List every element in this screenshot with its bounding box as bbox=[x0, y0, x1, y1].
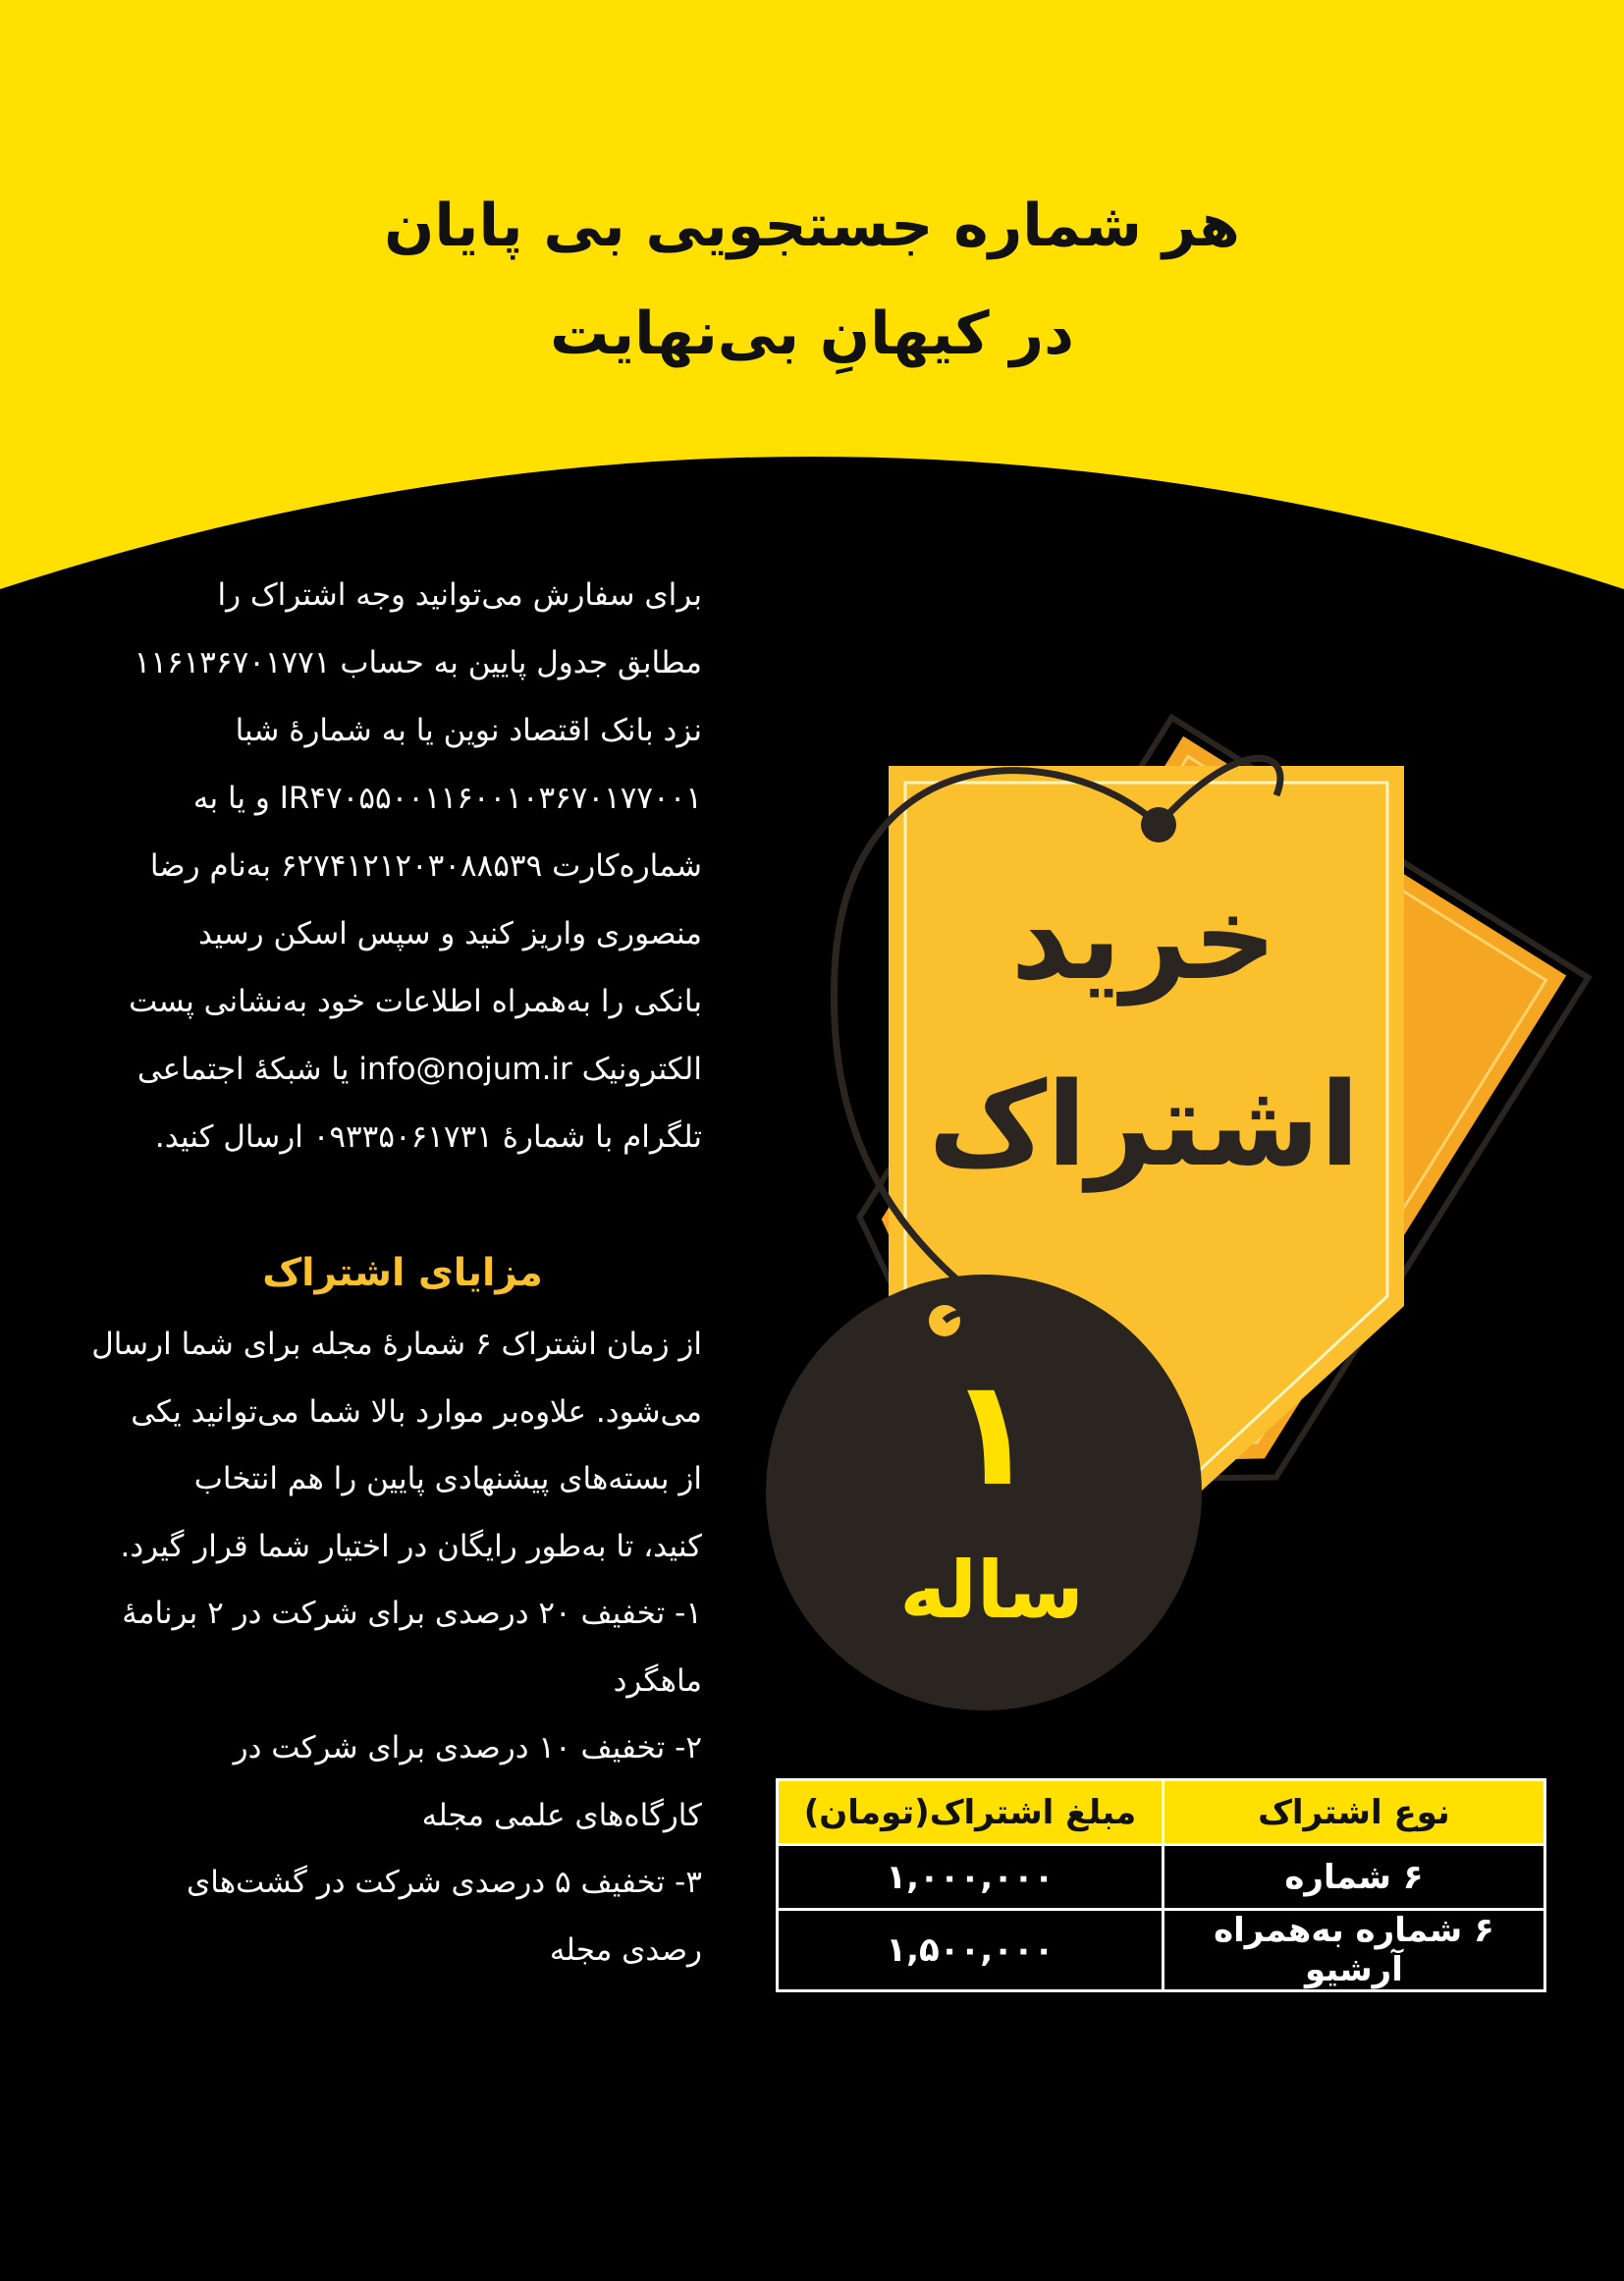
benefit-line: رصدی مجله bbox=[549, 1931, 702, 1968]
instruction-line: IR۴۷۰۵۵۰۰۱۱۶۰۰۱۰۳۶۷۰۱۷۷۰۰۱ و یا به bbox=[192, 781, 702, 816]
headline bbox=[0, 172, 1624, 388]
benefit-line: کارگاه‌های علمی مجله bbox=[421, 1797, 702, 1833]
benefit-line: ۲- تخفیف ۱۰ درصدی برای شرکت در bbox=[233, 1730, 702, 1765]
row-type: ۶ شماره به‌همراه آرشیو bbox=[1163, 1910, 1544, 1991]
table-header-row bbox=[778, 1780, 1545, 1845]
benefit-line: ۱- تخفیف ۲۰ درصدی برای شرکت در ۲ برنامۀ bbox=[122, 1596, 702, 1631]
instruction-line: بانکی را به‌همراه اطلاعات خود به‌نشانی پست bbox=[129, 984, 702, 1019]
row-type: ۶ شماره bbox=[1163, 1845, 1544, 1910]
instruction-line: برای سفارش می‌توانید وجه اشتراک را bbox=[217, 577, 702, 613]
benefits-list bbox=[91, 1311, 702, 1983]
instruction-line: تلگرام با شمارۀ ۰۹۳۳۵۰۶۱۷۳۱ ارسال کنید. bbox=[154, 1119, 702, 1155]
headline-line-2: در کیهانِ بی‌نهایت bbox=[550, 299, 1074, 368]
header-price: مبلغ اشتراک(تومان) bbox=[778, 1780, 1164, 1845]
benefit-line: از بسته‌های پیشنهادی پایین را هم انتخاب bbox=[193, 1461, 702, 1496]
benefit-line: می‌شود. علاوه‌بر موارد بالا شما می‌توانید یکی bbox=[131, 1393, 702, 1430]
instruction-line: مطابق جدول پایین به حساب ۱۱۶۱۳۶۷۰۱۷۷۱ bbox=[134, 645, 702, 680]
benefit-line: ۳- تخفیف ۵ درصدی شرکت در گشت‌های bbox=[187, 1865, 702, 1900]
row-price: ۱,۰۰۰,۰۰۰ bbox=[778, 1845, 1164, 1910]
headline-line-1: هر شماره جستجویی بی پایان bbox=[384, 191, 1240, 260]
tag-word-subscription: اشتراک bbox=[928, 1057, 1360, 1192]
table-row bbox=[778, 1845, 1545, 1910]
header-type: نوع اشتراک bbox=[1163, 1780, 1544, 1845]
table-row bbox=[778, 1910, 1545, 1991]
instruction-line: الکترونیک info@nojum.ir یا شبکۀ اجتماعی bbox=[136, 1052, 702, 1087]
year-word: ساله bbox=[899, 1545, 1084, 1636]
instruction-line: منصوری واریز کنید و سپس اسکن رسید bbox=[198, 916, 702, 951]
benefit-line: کنید، تا به‌طور رایگان در اختیار شما قرار گیرد. bbox=[120, 1528, 702, 1564]
benefits-title: مزایای اشتراک bbox=[262, 1251, 543, 1295]
benefit-line: از زمان اشتراک ۶ شمارۀ مجله برای شما ارسال bbox=[91, 1327, 702, 1362]
order-instructions bbox=[103, 562, 702, 1171]
tag-word-buy: خرید bbox=[1010, 870, 1277, 1005]
tag-title bbox=[889, 844, 1399, 1218]
instruction-line: شماره‌کارت ۶۲۷۴۱۲۱۲۰۳۰۸۸۵۳۹ به‌نام رضا bbox=[149, 848, 702, 884]
year-number: ۱ bbox=[947, 1348, 1037, 1519]
row-price: ۱,۵۰۰,۰۰۰ bbox=[778, 1910, 1164, 1991]
benefit-line: ماهگرد bbox=[613, 1662, 702, 1699]
price-table bbox=[776, 1778, 1546, 1992]
instruction-line: نزد بانک اقتصاد نوین یا به شمارۀ شبا bbox=[235, 713, 702, 748]
